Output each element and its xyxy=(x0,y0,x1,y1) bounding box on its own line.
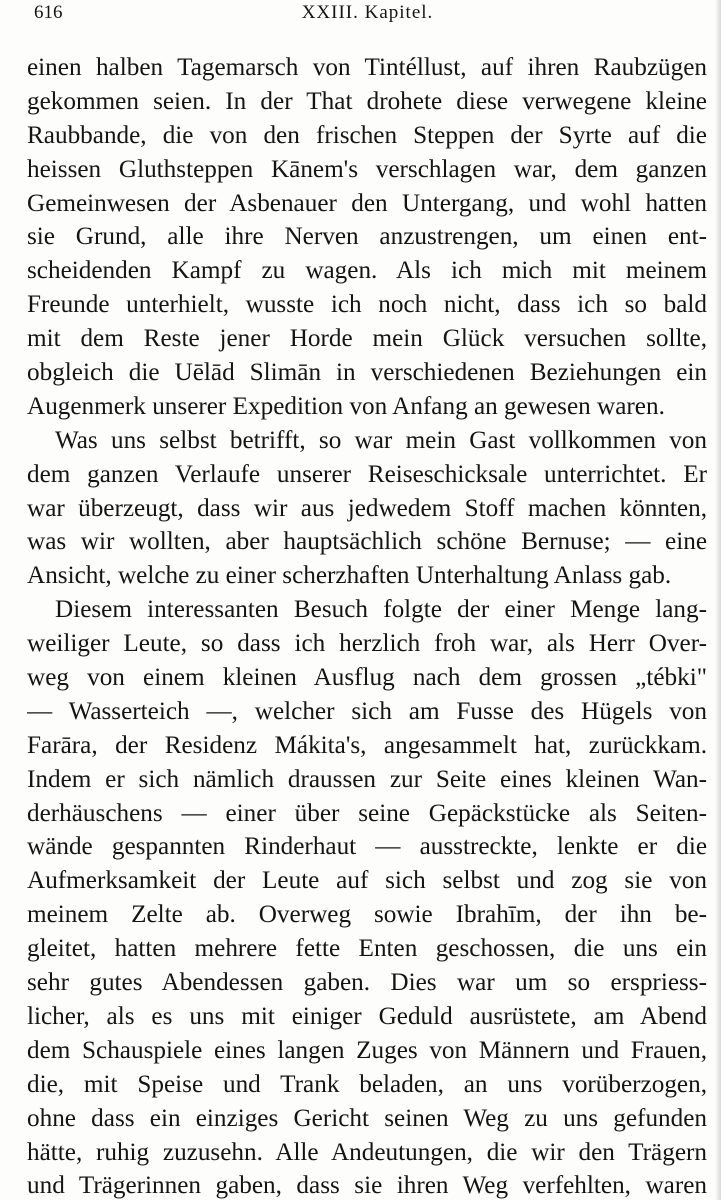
paragraph-start-line: Was uns selbst betrifft, so war mein Gast vollkommen von xyxy=(55,426,707,454)
running-head: XXIII. Kapitel. xyxy=(301,2,434,23)
text-line: dem Schauspiele eines langen Zuges von Männern und Frauen, xyxy=(27,1036,707,1064)
text-line: Farāra, der Residenz Mákita's, angesammelt hat, zurückkam. xyxy=(27,731,707,759)
text-line: ohne dass ein einziges Gericht seinen Weg zu uns gefunden xyxy=(27,1104,707,1132)
text-line: derhäuschens — einer über seine Gepäckstücke als Seiten- xyxy=(27,799,707,827)
text-line: sie Grund, alle ihre Nerven anzustrengen, um einen ent- xyxy=(27,223,707,251)
page-header xyxy=(22,2,713,28)
text-line: Raubbande, die von den frischen Steppen der Syrte auf die xyxy=(27,121,707,149)
text-line: gleitet, hatten mehrere fette Enten geschossen, die uns ein xyxy=(27,935,707,963)
text-line: Gemeinwesen der Asbenauer den Untergang, und wohl hatten xyxy=(27,189,707,217)
text-line: Ansicht, welche zu einer scherzhaften Unterhaltung Anlass gab. xyxy=(27,562,672,590)
text-line: weg von einem kleinen Ausflug nach dem grossen „tébki" xyxy=(27,664,707,692)
text-line: licher, als es uns mit einiger Geduld ausrüstete, am Abend xyxy=(27,1002,707,1030)
text-line: Augenmerk unserer Expedition von Anfang an gewesen waren. xyxy=(27,392,665,420)
text-line: dem ganzen Verlaufe unserer Reiseschicksale unterrichtet. Er xyxy=(27,460,707,488)
text-line: sehr gutes Abendessen gaben. Dies war um so erspriess- xyxy=(27,969,707,997)
text-line: scheidenden Kampf zu wagen. Als ich mich mit meinem xyxy=(27,257,707,285)
body-text xyxy=(27,51,707,1203)
text-line: was wir wollten, aber hauptsächlich schöne Bernuse; — eine xyxy=(27,528,707,556)
text-line: hätte, ruhig zuzusehn. Alle Andeutungen, die wir den Trägern xyxy=(27,1138,707,1166)
text-line: Aufmerksamkeit der Leute auf sich selbst und zog sie von xyxy=(27,867,707,895)
text-line: gekommen seien. In der That drohete diese verwegene kleine xyxy=(27,87,707,115)
page-number: 616 xyxy=(34,2,63,23)
text-line: Indem er sich nämlich draussen zur Seite eines kleinen Wan- xyxy=(27,765,707,793)
text-line: war überzeugt, dass wir aus jedwedem Stoff machen könnten, xyxy=(27,494,707,522)
text-line: mit dem Reste jener Horde mein Glück versuchen sollte, xyxy=(27,325,707,353)
page-edge-shadow xyxy=(715,0,721,1200)
text-line: weiliger Leute, so dass ich herzlich froh war, als Herr Over- xyxy=(27,630,707,658)
text-line: obgleich die Uēlād Slimān in verschiedenen Beziehungen ein xyxy=(27,359,707,387)
paragraph-start-line: Diesem interessanten Besuch folgte der einer Menge lang- xyxy=(55,596,707,624)
text-line: und Trägerinnen gaben, dass sie ihren Weg verfehlten, waren xyxy=(27,1172,707,1200)
text-line: einen halben Tagemarsch von Tintéllust, auf ihren Raubzügen xyxy=(27,54,707,81)
text-line: wände gespannten Rinderhaut — ausstreckte, lenkte er die xyxy=(27,833,707,861)
text-line: Freunde unterhielt, wusste ich noch nicht, dass ich so bald xyxy=(27,291,707,319)
text-line: die, mit Speise und Trank beladen, an uns vorüberzogen, xyxy=(27,1070,707,1098)
text-line: — Wasserteich —, welcher sich am Fusse des Hügels von xyxy=(27,697,707,725)
text-line: heissen Gluthsteppen Kānem's verschlagen war, dem ganzen xyxy=(27,155,707,183)
text-line: meinem Zelte ab. Overweg sowie Ibrahīm, der ihn be- xyxy=(27,901,707,929)
